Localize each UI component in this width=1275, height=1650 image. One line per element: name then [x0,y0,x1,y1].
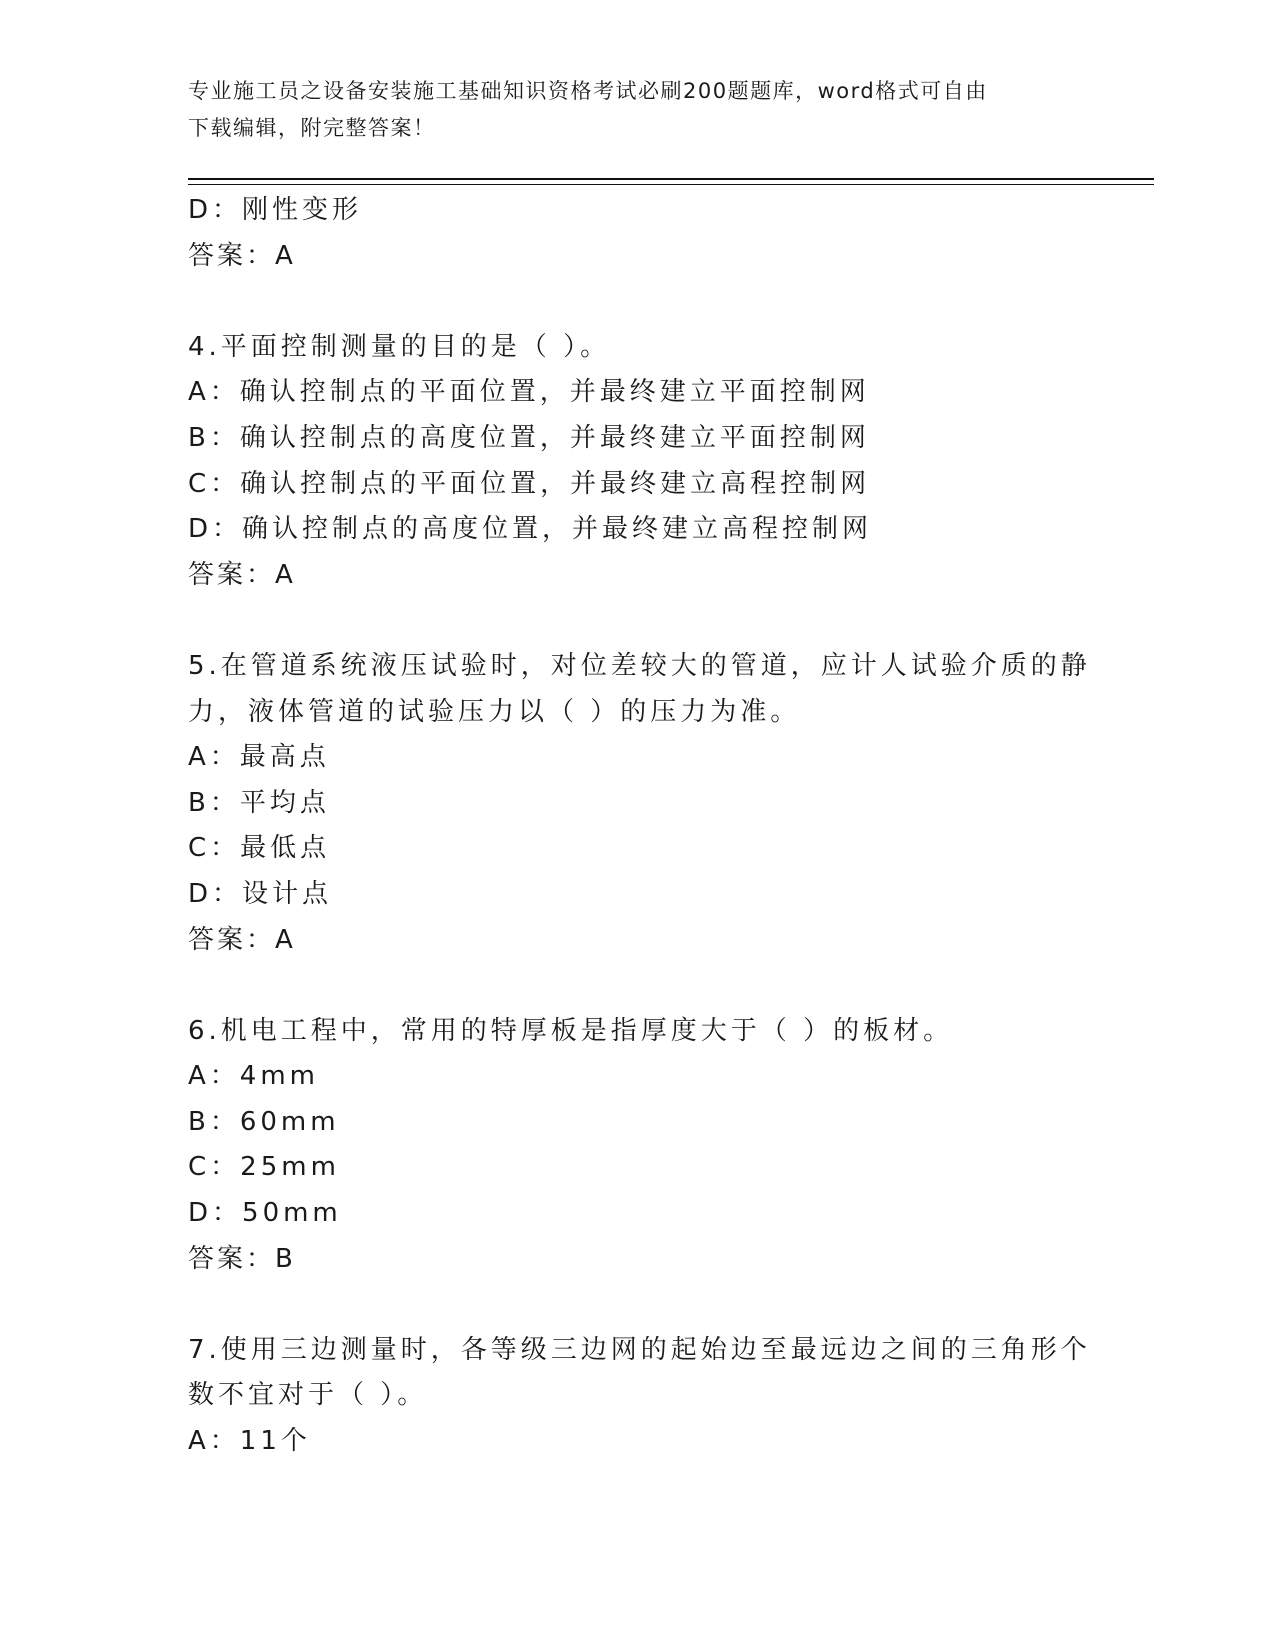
spacer [188,598,1088,644]
option-c: C：确认控制点的平面位置，并最终建立高程控制网 [188,468,871,499]
question-4 [188,325,1088,599]
question-stem-line-1: 5.在管道系统液压试验时，对位差较大的管道，应计人试验介质的静 [188,650,1091,681]
option-d: D：确认控制点的高度位置，并最终建立高程控制网 [188,514,873,545]
option-b: B：60mm [188,1106,340,1137]
header-rule-thick [188,178,1154,180]
option-a: A：确认控制点的平面位置，并最终建立平面控制网 [188,377,870,408]
option-a: A：11个 [188,1426,311,1457]
document-header [188,73,1088,147]
question-list [188,188,1091,1465]
question-7 [188,1328,1091,1465]
question-stem-line-2: 力，液体管道的试验压力以（ ）的压力为准。 [188,696,801,727]
answer-line: 答案：A [188,240,296,271]
spacer [188,963,1088,1009]
answer-line: 答案：A [188,924,296,955]
header-rule-thin [188,184,1154,185]
spacer [188,279,1088,325]
question-stem: 6.机电工程中，常用的特厚板是指厚度大于（ ）的板材。 [188,1015,954,1046]
answer-line: 答案：B [188,1243,296,1274]
option-c: C：最低点 [188,833,331,864]
question-6 [188,1009,1088,1283]
question-3-tail [188,188,1088,279]
option-d: D：设计点 [188,878,333,909]
option-d: D：50mm [188,1198,342,1229]
header-title-line-1: 专业施工员之设备安装施工基础知识资格考试必刷200题题库，word格式可自由 [188,79,988,103]
option-c: C：25mm [188,1152,340,1183]
spacer [188,1282,1088,1328]
option-a: A：4mm [188,1061,319,1092]
question-stem-line-1: 7.使用三边测量时，各等级三边网的起始边至最远边之间的三角形个 [188,1334,1091,1365]
option-a: A：最高点 [188,742,330,773]
header-title-line-2: 下载编辑，附完整答案！ [188,116,436,140]
question-stem: 4.平面控制测量的目的是（ ）。 [188,331,611,362]
option-d: D：刚性变形 [188,195,363,225]
answer-line: 答案：A [188,559,296,590]
option-b: B：平均点 [188,787,330,818]
option-b: B：确认控制点的高度位置，并最终建立平面控制网 [188,422,870,453]
question-5 [188,644,1091,963]
question-stem-line-2: 数不宜对于（ ）。 [188,1380,428,1411]
